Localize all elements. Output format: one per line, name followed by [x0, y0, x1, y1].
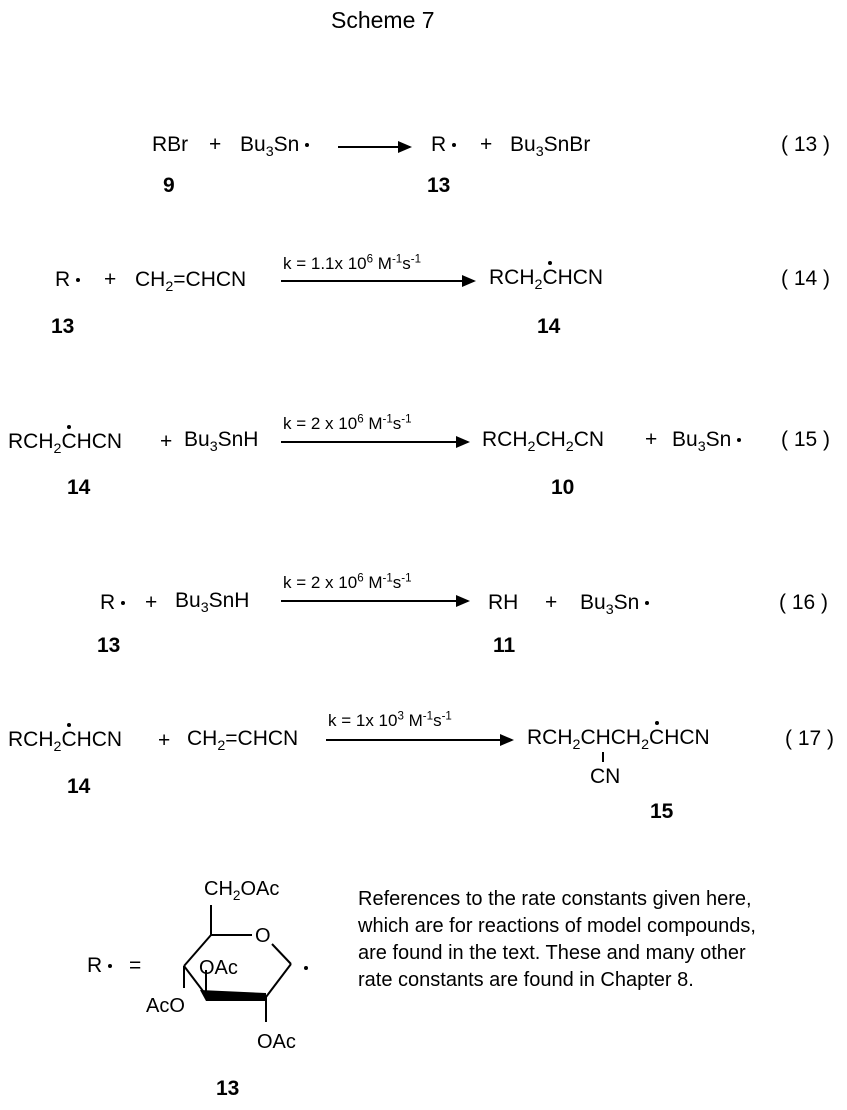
- r14-product: $RCH_2$ CHCN: [489, 266, 603, 290]
- radical-dot: [305, 143, 309, 147]
- r17-label-14: 14: [67, 775, 91, 798]
- r13-product1: R: [431, 133, 456, 157]
- r17-plus: +: [158, 729, 171, 752]
- r16-arrow: [281, 600, 468, 602]
- r16-product1: RH: [488, 591, 519, 614]
- r16-plus1: +: [145, 591, 158, 614]
- r16-eq-number: ( 16 ): [779, 591, 829, 614]
- sugar-label-13: 13: [216, 1077, 240, 1100]
- r15-eq-number: ( 15 ): [781, 428, 831, 451]
- r15-label-10: 10: [551, 476, 575, 499]
- r17-rate-constant: k = 1x $10^3$ $M^{-1}s^{-1}$: [328, 710, 452, 730]
- r13-label-13: 13: [427, 174, 451, 197]
- radical-dot: [108, 964, 112, 968]
- r16-label-13: 13: [97, 634, 121, 657]
- r13-eq-number: ( 13 ): [781, 133, 831, 156]
- r14-label-13: 13: [51, 315, 75, 338]
- anomeric-radical-dot: [304, 966, 308, 970]
- radical-dot: [452, 143, 456, 147]
- r15-product1: $RCH_2CH_2CN$: [482, 428, 605, 455]
- r14-eq-number: ( 14 ): [781, 267, 831, 290]
- r17-eq-number: ( 17 ): [785, 727, 835, 750]
- r13-reactant2: $Bu_3Sn$: [240, 133, 309, 157]
- r17-reactant1: $RCH_2$ CHCN: [8, 728, 122, 752]
- r17-reactant2: $CH_2=CHCN$: [187, 727, 299, 754]
- r13-arrow: [338, 146, 410, 148]
- r14-reactant1: R: [55, 268, 80, 292]
- r14-rate-constant: k = 1.1x $10^6$ $M^{-1}s^{-1}$: [283, 253, 422, 273]
- sugar-oac-bottom: OAc: [257, 1031, 296, 1053]
- r15-plus1: +: [160, 430, 173, 453]
- r13-plus2: +: [480, 133, 493, 156]
- radical-dot: [645, 601, 649, 605]
- r14-plus: +: [104, 268, 117, 291]
- r13-product2: $Bu_3SnBr$: [510, 133, 591, 160]
- r13-plus1: +: [209, 133, 222, 156]
- r15-product2: $Bu_3Sn$: [672, 428, 741, 452]
- radical-dot: [121, 601, 125, 605]
- r16-label-11: 11: [493, 634, 516, 657]
- r16-product2: $Bu_3Sn$: [580, 591, 649, 615]
- r15-label-14: 14: [67, 476, 91, 499]
- sugar-ring-oxygen: O: [255, 925, 271, 947]
- r16-reactant2: $Bu_3SnH$: [175, 589, 250, 616]
- r13-label-9: 9: [163, 174, 175, 197]
- r14-arrow: [281, 280, 474, 282]
- r17-product: $RCH_2CHCH_2$ CHCN: [527, 726, 710, 750]
- r15-rate-constant: k = 2 x $10^6$ $M^{-1}s^{-1}$: [283, 413, 412, 433]
- r16-reactant1: R: [100, 591, 125, 615]
- r17-arrow: [326, 739, 512, 741]
- sugar-r-label: R: [87, 954, 112, 978]
- r13-reactant1: RBr: [152, 133, 189, 156]
- scheme-title: Scheme 7: [331, 7, 435, 33]
- sugar-oac-top: OAc: [199, 957, 238, 979]
- sugar-equals: =: [129, 954, 142, 977]
- r15-arrow: [281, 441, 468, 443]
- r16-plus2: +: [545, 591, 558, 614]
- r15-reactant1: $RCH_2$ CHCN: [8, 430, 122, 454]
- r17-label-15: 15: [650, 800, 674, 823]
- sugar-aco-left: AcO: [146, 995, 185, 1017]
- sugar-ch2oac: $CH_2OAc$: [204, 878, 280, 903]
- r15-plus2: +: [645, 428, 658, 451]
- r14-label-14: 14: [537, 315, 561, 338]
- r14-reactant2: $CH_2=CHCN$: [135, 268, 247, 295]
- radical-dot: [737, 438, 741, 442]
- r16-rate-constant: k = 2 x $10^6$ $M^{-1}s^{-1}$: [283, 572, 412, 592]
- r17-branch-bond: [602, 752, 604, 762]
- r15-reactant2: $Bu_3SnH$: [184, 428, 259, 455]
- radical-dot: [76, 278, 80, 282]
- r17-product-branch: CN: [590, 765, 621, 788]
- rate-constant-note: References to the rate constants given here, which are for reactions of model compounds, are found in the text. These and many other rate constants are found in Chapter 8.: [358, 888, 756, 991]
